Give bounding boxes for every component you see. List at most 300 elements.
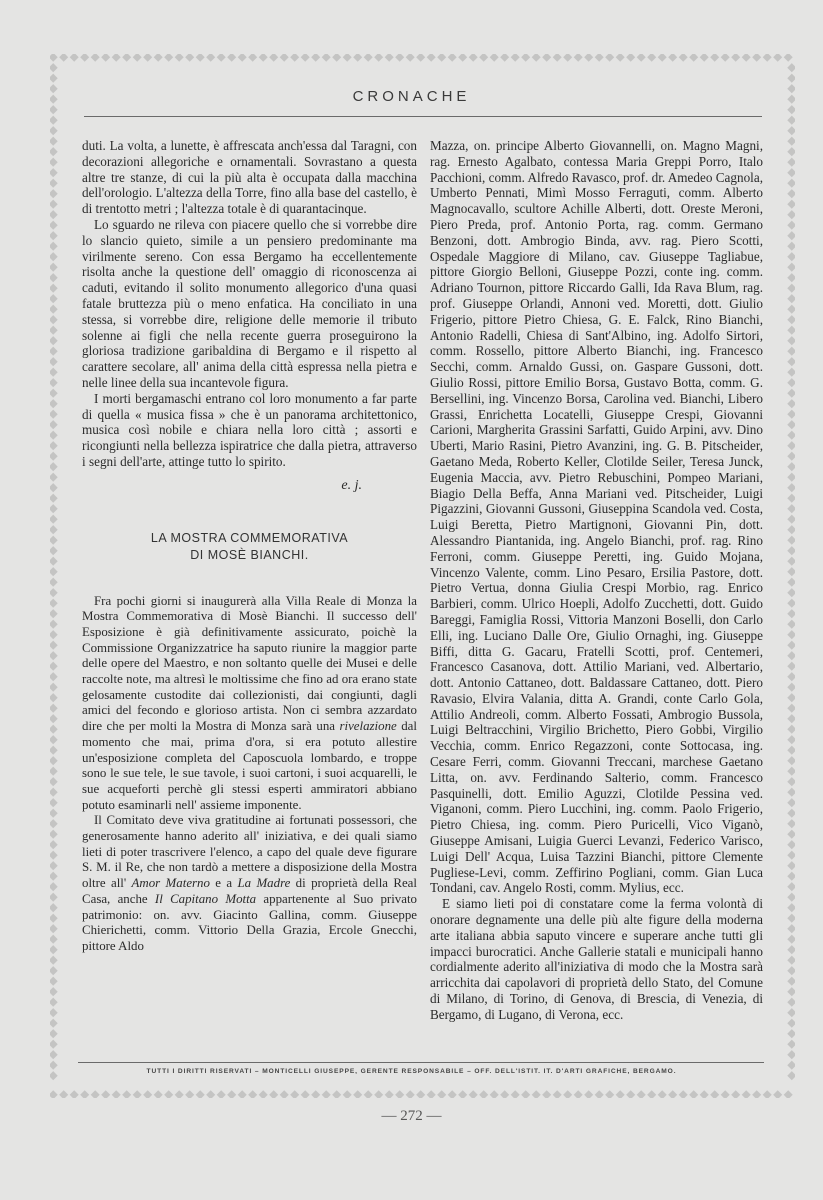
border-dot: [787, 378, 795, 387]
border-dot: [385, 54, 394, 62]
border-dot: [50, 557, 58, 566]
page-number: — 272 —: [381, 1108, 442, 1124]
border-dot: [595, 1090, 604, 1098]
border-dot: [353, 54, 362, 62]
border-dot: [50, 578, 58, 587]
border-dot: [787, 63, 795, 72]
border-dot: [259, 54, 268, 62]
border-dot: [50, 515, 58, 524]
border-dot: [50, 756, 58, 765]
border-dot: [416, 1090, 425, 1098]
border-dot: [787, 231, 795, 240]
border-dot: [542, 1090, 551, 1098]
border-dot: [269, 54, 278, 62]
border-dot: [787, 347, 795, 356]
border-dot: [133, 54, 142, 62]
border-dot: [50, 420, 58, 429]
border-dot: [164, 1090, 173, 1098]
border-dot: [763, 1090, 772, 1098]
border-dot: [787, 368, 795, 377]
border-dot: [374, 1090, 383, 1098]
border-dot: [787, 819, 795, 828]
border-dot: [787, 1019, 795, 1028]
border-dot: [217, 1090, 226, 1098]
border-dot: [50, 263, 58, 272]
border-dot: [616, 1090, 625, 1098]
border-dot: [50, 872, 58, 881]
border-dot: [50, 672, 58, 681]
border-dot: [787, 777, 795, 786]
border-dot: [787, 294, 795, 303]
border-dot: [112, 1090, 121, 1098]
border-dot: [50, 809, 58, 818]
border-dot: [787, 767, 795, 776]
border-dot: [70, 1090, 79, 1098]
border-dot: [787, 893, 795, 902]
border-dot: [50, 798, 58, 807]
border-dot: [80, 54, 89, 62]
border-dot: [700, 54, 709, 62]
border-dot: [787, 945, 795, 954]
border-dot: [787, 420, 795, 429]
border-dot: [787, 74, 795, 83]
border-dot: [50, 1050, 58, 1059]
border-dot: [658, 54, 667, 62]
border-dot: [787, 284, 795, 293]
border-dot: [787, 567, 795, 576]
border-dot: [175, 1090, 184, 1098]
border-dot: [343, 1090, 352, 1098]
border-dot: [50, 609, 58, 618]
border-dot: [50, 210, 58, 219]
border-dot: [50, 368, 58, 377]
border-dot: [787, 683, 795, 692]
border-dot: [553, 1090, 562, 1098]
border-dot: [563, 54, 572, 62]
border-dot: [353, 1090, 362, 1098]
border-dot: [787, 840, 795, 849]
italic-text: rivelazione: [339, 719, 397, 734]
border-dot: [50, 1029, 58, 1038]
article-title-line: DI MOSÈ BIANCHI.: [190, 547, 309, 562]
border-dot: [50, 882, 58, 891]
border-dot: [731, 1090, 740, 1098]
border-dot: [647, 1090, 656, 1098]
border-dot: [50, 126, 58, 135]
border-dot: [50, 389, 58, 398]
border-dot: [542, 54, 551, 62]
border-dot: [448, 1090, 457, 1098]
border-dot: [50, 105, 58, 114]
border-dot: [227, 54, 236, 62]
border-dot: [50, 966, 58, 975]
border-dot: [787, 441, 795, 450]
border-dot: [50, 725, 58, 734]
border-dot: [787, 557, 795, 566]
border-dot: [626, 1090, 635, 1098]
italic-title: Amor Materno: [131, 876, 210, 891]
border-dot: [787, 1040, 795, 1049]
border-dot: [50, 74, 58, 83]
border-dot: [206, 54, 215, 62]
border-dot: [50, 431, 58, 440]
border-dot: [322, 1090, 331, 1098]
border-dot: [787, 872, 795, 881]
border-dot: [50, 662, 58, 671]
border-dot: [521, 54, 530, 62]
border-dot: [50, 693, 58, 702]
border-dot: [787, 609, 795, 618]
border-dot: [290, 1090, 299, 1098]
border-dot: [50, 399, 58, 408]
border-dot: [50, 987, 58, 996]
right-column: [430, 138, 763, 1023]
border-dot: [50, 788, 58, 797]
border-dot: [574, 1090, 583, 1098]
border-dot: [238, 1090, 247, 1098]
border-dot: [50, 956, 58, 965]
border-dot: [787, 326, 795, 335]
border-dot: [479, 54, 488, 62]
border-dot: [185, 1090, 194, 1098]
border-dot: [742, 54, 751, 62]
border-dot: [101, 1090, 110, 1098]
border-dot: [50, 746, 58, 755]
border-dot: [427, 1090, 436, 1098]
border-dot: [787, 903, 795, 912]
border-dot: [710, 54, 719, 62]
border-dot: [50, 704, 58, 713]
border-dot: [301, 54, 310, 62]
border-dot: [787, 735, 795, 744]
border-dot: [787, 389, 795, 398]
border-dot: [322, 54, 331, 62]
border-dot: [787, 515, 795, 524]
border-dot: [395, 54, 404, 62]
border-dot: [787, 200, 795, 209]
border-dot: [787, 830, 795, 839]
border-dot: [406, 54, 415, 62]
border-dot: [787, 588, 795, 597]
border-dot: [59, 54, 68, 62]
border-dot: [787, 315, 795, 324]
text-run: appartenente al Suo privato patrimonio: on. avv. Giacinto Gallina, comm. Giuseppe Chierichetti, comm. Vittorio Della Grazia, Ercole Gnecchi, pittore Aldo: [82, 891, 417, 953]
border-dot: [700, 1090, 709, 1098]
border-dot: [374, 54, 383, 62]
italic-title: La Madre: [237, 876, 291, 891]
border-dot: [721, 1090, 730, 1098]
border-dot: [50, 714, 58, 723]
border-dot: [50, 840, 58, 849]
border-dot: [50, 378, 58, 387]
paragraph: Lo sguardo ne rileva con piacere quello che si vorrebbe dire lo slancio quieto, simile a un pensiero predominante ma virilmente sereno. Con essa Bergamo ha eccellentemente risolta anche la questione dell' omaggio di riconoscenza ai caduti, evitando il solito monumento allegorico d'una quasi fatale bruttezza più o meno enfatica. Ha conciliato in una stessa, si vorrebbe dire, religione delle memorie il tributo solenne ai figli che nella recente guerra proseguirono la gloriosa tradizione garibaldina di Bergamo e il rispetto al carattere secolare, all' anima della città espressa nella pietra e nelle linee della sua incantevole figura.: [82, 216, 417, 390]
border-dot: [50, 1040, 58, 1049]
border-dot: [721, 54, 730, 62]
border-dot: [50, 777, 58, 786]
left-column: [82, 138, 417, 955]
header-rule: [84, 116, 762, 117]
border-dot: [479, 1090, 488, 1098]
border-dot: [50, 851, 58, 860]
border-dot: [50, 242, 58, 251]
border-dot: [787, 399, 795, 408]
border-dot: [787, 956, 795, 965]
border-dot: [154, 54, 163, 62]
border-dot: [787, 305, 795, 314]
border-dot: [50, 767, 58, 776]
border-dot: [763, 54, 772, 62]
border-dot: [50, 179, 58, 188]
border-dot: [50, 410, 58, 419]
border-dot: [679, 1090, 688, 1098]
border-dot: [50, 483, 58, 492]
border-dot: [50, 305, 58, 314]
paragraph: Mazza, on. principe Alberto Giovannelli, on. Magno Magni, rag. Ernesto Agalbato, contessa Maria Greppi Porro, Italo Pacchioni, comm. Alfredo Ravasco, prof. dr. Amedeo Cagnola, Umberto Pennati, Mimì Mosso Ferraguti, comm. Alberto Magnocavallo, scultore Achille Alberti, dott. Oreste Meroni, Piero Preda, prof. Antonio Porta, rag. comm. Germano Benzoni, dott. Ambrogio Binda, avv. rag. Piero Scotti, Ospedale Maggiore di Milano, cav. Giuseppe Tagliabue, pittore Giorgio Belloni, Giuseppe Pozzi, conte ing. comm. Adriano Tournon, pittore Riccardo Galli, Ida Rava Blum, rag. prof. Giuseppe Orlandi, Annoni ved. Moretti, dott. Giulio Frigerio, pittore Pietro Chiesa, G. E. Falck, Rino Bianchi, Antonio Radelli, Chiesa di Sant'Albino, ing. Adolfo Sirtori, comm. Rossello, pittore Alberto Bianchi, ing. Francesco Secchi, comm. Arnaldo Gussi, on. Gaspare Gussoni, dott. Giulio Rossi, pittore Emilio Borsa, Gustavo Botta, comm. G. Bersellini, ing. Vincenzo Borsa, Carolina ved. Bianchi, Libero Grassi, Enrichetta Locatelli, Giuseppe Crespi, Giovanni Carioni, Margherita Grassini Sarfatti, Guido Arpini, avv. Dino Uberti, Mario Rasini, Pietro Avanzini, ing. G. B. Pitscheider, Gaetano Meda, Roberto Keller, Clotilde Seiler, Teresa Junck, Eugenia Maccia, avv. Pietro Rebuschini, Pompeo Mariani, Biagio Della Beffa, Anna Mariani ved. Pitscheider, Luigi Pigazzini, Giovanni Gussoni, Giuseppina Scandola ved. Costa, Luigi Beretta, Pietro Martignoni, Giovanni Pin, dott. Alessandro Piantanida, ing. Angelo Bianchi, prof. rag. Rino Ferroni, comm. Giuseppe Peretti, ing. Guido Mojana, Vincenzo Valente, comm. Lino Pesaro, Ersilia Pastore, dott. Pietro Vertua, donna Giulia Crespi Morbio, rag. Enrico Barbieri, comm. Ulrico Hoepli, Adolfo Zucchetti, dott. Guido Bareggi, Famiglia Rossi, Vittoria Manzoni Boselli, don Carlo Elli, ing. Luciano Dalle Ore, Giulio Ornaghi, ing. Giuseppe Biffi, ditta G. Gacaru, Fratelli Scotti, prof. Centemeri, Francesco Casanova, dott. Attilio Mariani, ved. Albertario, dott. Antonio Cattaneo, dott. Baldassare Cattaneo, dott. Piero Ravasio, Elvira Valania, ditta A. Grandi, conte Carlo Gola, Attilio Andreoli, comm. Alberto Fossati, Ambrogio Bussola, Luigi Beltracchini, Virgilio Brichetto, Piero Gobbi, Virgilio Vecchia, comm. Enrico Regazzoni, conte Sottocasa, ing. Cesare Ferri, comm. Giovanni Treccani, marchese Gaetano Litta, on. avv. Ferdinando Salterio, comm. Francesco Pasquinelli, dott. Emilio Aguzzi, Clotilde Pessina ved. Viganoni, comm. Piero Lucchini, ing. comm. Paolo Frigerio, Pietro Chiesa, ing. comm. Piero Puricelli, Vico Viganò, Giuseppe Amisani, Luigia Guerci Levanzi, Federico Varisco, Luigi Dell' Acqua, Luisa Tazzini Bianchi, pittore Clemente Pugliese-Levi, comm. Zeffirino Pogliani, comm. Gian Luca Tondani, cav. Angelo Rosti, comm. Mylius, ecc.: [430, 138, 763, 896]
border-dot: [605, 1090, 614, 1098]
border-dot: [787, 714, 795, 723]
border-dot: [332, 1090, 341, 1098]
border-dot: [787, 242, 795, 251]
border-dot: [80, 1090, 89, 1098]
border-dot: [787, 977, 795, 986]
border-dot: [689, 1090, 698, 1098]
border-dot: [787, 914, 795, 923]
border-dot: [532, 1090, 541, 1098]
border-dot: [50, 284, 58, 293]
border-dot: [50, 735, 58, 744]
border-dot: [787, 998, 795, 1007]
border-dot: [605, 54, 614, 62]
border-dot: [787, 221, 795, 230]
border-dot: [50, 221, 58, 230]
border-dot: [787, 431, 795, 440]
border-dot: [50, 252, 58, 261]
border-dot: [511, 54, 520, 62]
border-dot: [787, 756, 795, 765]
border-dot: [787, 273, 795, 282]
border-dot: [787, 987, 795, 996]
border-dot: [500, 1090, 509, 1098]
border-dot: [784, 1090, 793, 1098]
border-dot: [787, 263, 795, 272]
border-dot: [679, 54, 688, 62]
border-dot: [787, 798, 795, 807]
border-dot: [50, 567, 58, 576]
border-dot: [50, 830, 58, 839]
border-dot: [787, 452, 795, 461]
border-dot: [259, 1090, 268, 1098]
border-dot: [689, 54, 698, 62]
border-dot: [122, 1090, 131, 1098]
border-dot: [448, 54, 457, 62]
border-dot: [787, 599, 795, 608]
border-dot: [752, 1090, 761, 1098]
border-dot: [787, 620, 795, 629]
border-dot: [773, 54, 782, 62]
border-dot: [50, 273, 58, 282]
border-dot: [787, 1050, 795, 1059]
border-dot: [50, 347, 58, 356]
border-dot: [343, 54, 352, 62]
border-dot: [787, 147, 795, 156]
border-dot: [752, 54, 761, 62]
border-dot: [787, 536, 795, 545]
border-dot: [50, 525, 58, 534]
text-run: e a: [209, 876, 238, 891]
border-dot: [787, 210, 795, 219]
border-dot: [227, 1090, 236, 1098]
border-dot: [658, 1090, 667, 1098]
border-dot: [742, 1090, 751, 1098]
border-dot: [50, 336, 58, 345]
border-dot: [469, 54, 478, 62]
border-dot: [511, 1090, 520, 1098]
border-dot: [50, 599, 58, 608]
border-dot: [469, 1090, 478, 1098]
border-dot: [112, 54, 121, 62]
border-dot: [50, 903, 58, 912]
border-dot: [787, 924, 795, 933]
border-dot: [773, 1090, 782, 1098]
border-dot: [787, 546, 795, 555]
paragraph: I morti bergamaschi entrano col loro monumento a far parte di quella « musica fissa » che è un panorama architettonico, musica così nobile e chiara nella loro città ; assorti e ricongiunti nella bellezza ispiratrice che dalla pietra, attraverso i segni dell'arte, attinge tutto lo spirito.: [82, 390, 417, 469]
border-dot: [50, 819, 58, 828]
article-title: [82, 530, 417, 564]
border-dot: [668, 54, 677, 62]
border-dot: [787, 137, 795, 146]
border-dot: [290, 54, 299, 62]
border-dot: [91, 54, 100, 62]
border-dot: [364, 54, 373, 62]
border-dot: [50, 158, 58, 167]
border-dot: [50, 441, 58, 450]
italic-title: Il Capitano Motta: [154, 891, 257, 906]
border-dot: [50, 945, 58, 954]
border-dot: [70, 54, 79, 62]
border-dot: [50, 1090, 58, 1098]
border-dot: [280, 1090, 289, 1098]
border-dot: [584, 1090, 593, 1098]
border-dot: [364, 1090, 373, 1098]
border-dot: [787, 473, 795, 482]
border-dot: [50, 231, 58, 240]
border-dot: [710, 1090, 719, 1098]
border-dot: [787, 630, 795, 639]
border-dot: [248, 1090, 257, 1098]
border-dot: [50, 294, 58, 303]
border-dot: [787, 357, 795, 366]
border-dot: [731, 54, 740, 62]
border-dot: [787, 809, 795, 818]
border-dot: [787, 410, 795, 419]
border-dot: [787, 158, 795, 167]
border-dot: [787, 504, 795, 513]
paragraph: E siamo lieti poi di constatare come la ferma volontà di onorare degnamente una delle più alte figure della moderna arte italiana abbia saputo vincere e superare anche tutti gli impacci burocratici. Anche Gallerie statali e municipali hanno cordialmente aderito all'iniziativa di modo che la Mostra sarà arricchita dai capolavori di proprietà dello Stato, del Comune di Milano, di Torino, di Genova, di Brescia, di Venezia, di Bergamo, di Lugano, di Verona, ecc.: [430, 896, 763, 1022]
border-dot: [50, 1008, 58, 1017]
border-dot: [50, 189, 58, 198]
border-dot: [50, 641, 58, 650]
border-dot: [50, 473, 58, 482]
border-dot: [406, 1090, 415, 1098]
border-dot: [787, 1029, 795, 1038]
border-dot: [101, 54, 110, 62]
border-dot: [458, 1090, 467, 1098]
border-dot: [787, 252, 795, 261]
border-dot: [668, 1090, 677, 1098]
border-dot: [563, 1090, 572, 1098]
border-dot: [311, 54, 320, 62]
border-dot: [50, 935, 58, 944]
border-dot: [787, 966, 795, 975]
border-dot: [490, 54, 499, 62]
border-dot: [50, 63, 58, 72]
border-dot: [787, 189, 795, 198]
border-dot: [248, 54, 257, 62]
border-dot: [521, 1090, 530, 1098]
border-dot: [206, 1090, 215, 1098]
border-dot: [787, 746, 795, 755]
border-dot: [395, 1090, 404, 1098]
border-dot: [50, 536, 58, 545]
border-dot: [50, 893, 58, 902]
author-signature: e. j.: [341, 477, 362, 493]
border-dot: [91, 1090, 100, 1098]
border-dot: [500, 54, 509, 62]
border-dot: [787, 462, 795, 471]
border-dot: [416, 54, 425, 62]
border-dot: [787, 1008, 795, 1017]
border-dot: [50, 998, 58, 1007]
border-dot: [196, 1090, 205, 1098]
border-dot: [637, 54, 646, 62]
border-dot: [532, 54, 541, 62]
border-dot: [50, 924, 58, 933]
border-dot: [787, 494, 795, 503]
border-dot: [50, 588, 58, 597]
border-dot: [50, 137, 58, 146]
border-dot: [185, 54, 194, 62]
border-dot: [50, 861, 58, 870]
border-dot: [50, 315, 58, 324]
running-head: CRONACHE: [352, 88, 471, 105]
border-dot: [238, 54, 247, 62]
border-dot: [50, 116, 58, 125]
border-dot: [301, 1090, 310, 1098]
border-dot: [133, 1090, 142, 1098]
border-dot: [787, 483, 795, 492]
border-dot: [787, 651, 795, 660]
border-dot: [787, 851, 795, 860]
border-dot: [637, 1090, 646, 1098]
text-run: Il Comitato deve viva gratitudine ai fortunati possessori, che generosamente hanno aderito all' iniziativa, e dei quali siamo lieti di poter trascrivere l'elenco, a capo del quale deve figurare S. M. il Re, che non tardò a mettere a disposizione della Mostra oltre all': [82, 813, 417, 891]
border-dot: [50, 200, 58, 209]
border-dot: [50, 168, 58, 177]
border-dot: [787, 578, 795, 587]
border-dot: [490, 1090, 499, 1098]
border-dot: [196, 54, 205, 62]
border-dot: [787, 662, 795, 671]
text-run: di proprietà della Real Casa, anche: [82, 876, 417, 906]
border-dot: [787, 168, 795, 177]
imprint-footer: TUTTI I DIRITTI RISERVATI – MONTICELLI GIUSEPPE, GERENTE RESPONSABILE – OFF. DELL'ISTIT. IT. D'ARTI GRAFICHE, BERGAMO.: [146, 1068, 677, 1075]
border-dot: [787, 641, 795, 650]
border-dot: [143, 1090, 152, 1098]
border-dot: [787, 861, 795, 870]
text-run: Fra pochi giorni si inaugurerà alla Villa Reale di Monza la Mostra Commemorativa di Mosè Bianchi. Il successo dell' Esposizione è già definitivamente assicurato, poichè la Commissione Organizzatrice ha saputo riunire la maggior parte delle opere del Maestro, e non soltanto quelle dei Musei e delle raccolte note, ma altresì le moltissime che fino ad ora erano state gelosamente custodite dai collezionisti, dai congiunti, dagli amici del fecondo e glorioso artista. Non ci sembra azzardato dire che per molti la Mostra di Monza sarà una: [82, 593, 417, 734]
border-dot: [50, 504, 58, 513]
border-dot: [50, 914, 58, 923]
border-dot: [50, 326, 58, 335]
